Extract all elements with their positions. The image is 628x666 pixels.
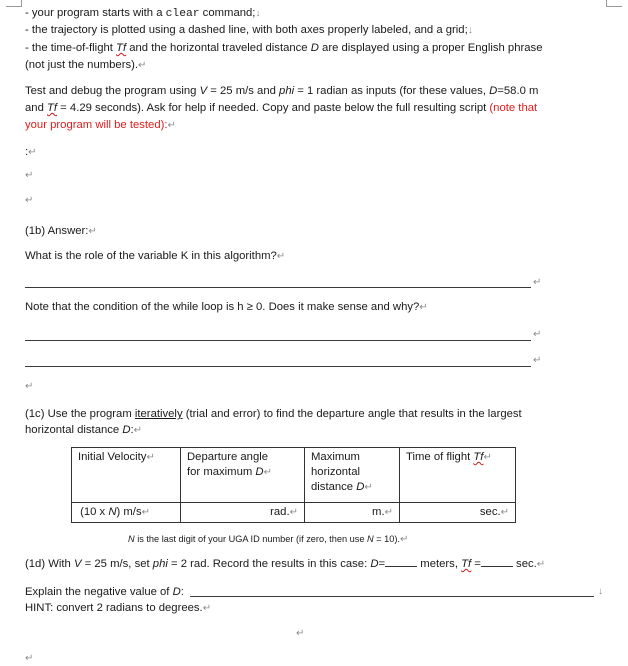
answer-line-loop-2[interactable] bbox=[25, 366, 531, 367]
table-footnote: N is the last digit of your UGA ID number (if zero, then use N = 10).↵ bbox=[128, 534, 409, 545]
paragraph-mark: ↵ bbox=[533, 355, 542, 366]
paragraph-mark: ↵ bbox=[25, 170, 34, 181]
paragraph-mark: ↵ bbox=[296, 628, 305, 639]
cell-distance-m[interactable]: m.↵ bbox=[305, 503, 400, 523]
paragraph-mark: ↵ bbox=[533, 277, 542, 288]
paragraph-mark: ↵ bbox=[533, 329, 542, 340]
bullet-trajectory: - the trajectory is plotted using a dashed line, with both axes properly labeled, and a grid;↓ bbox=[25, 24, 473, 36]
cell-time-sec[interactable]: sec.↵ bbox=[400, 503, 516, 523]
q1d-line: (1d) With V = 25 m/s, set phi = 2 rad. Record the results in this case: D= meters, Tf = sec.↵ bbox=[25, 558, 546, 570]
test-line-3: your program will be tested):↵ bbox=[25, 119, 176, 131]
header-initial-velocity: Initial Velocity↵ bbox=[72, 448, 181, 503]
paragraph-mark: ↵ bbox=[25, 381, 34, 392]
time-blank[interactable] bbox=[481, 556, 513, 567]
answer-line-k[interactable] bbox=[25, 287, 531, 288]
paragraph-mark: ↵ bbox=[25, 195, 34, 206]
question-k: What is the role of the variable K in this algorithm?↵ bbox=[25, 250, 286, 262]
test-line-2: and Tf = 4.29 seconds). Ask for help if needed. Copy and paste below the full resulting script (note that bbox=[25, 102, 538, 114]
table-header-row bbox=[72, 448, 516, 503]
answer-1b-label: (1b) Answer:↵ bbox=[25, 225, 97, 237]
q1c-line-2: horizontal distance D:↵ bbox=[25, 424, 143, 436]
answer-line-negative[interactable] bbox=[190, 596, 594, 597]
answer-line-loop-1[interactable] bbox=[25, 340, 531, 341]
test-line-1: Test and debug the program using V = 25 m/s and phi = 1 radian as inputs (for these values, D=58.0 m bbox=[25, 85, 539, 97]
header-max-distance: Maximum horizontal distance D↵ bbox=[305, 448, 400, 503]
q1c-line-1: (1c) Use the program iteratively (trial and error) to find the departure angle that results in the largest bbox=[25, 408, 522, 420]
paragraph-mark: ↵ bbox=[25, 653, 34, 664]
page-corner-top-left-v bbox=[21, 0, 22, 7]
explain-negative: Explain the negative value of D: bbox=[25, 586, 184, 598]
table-row bbox=[72, 503, 516, 523]
page-corner-top-right bbox=[606, 0, 622, 7]
distance-blank[interactable] bbox=[385, 556, 417, 567]
cell-angle-rad[interactable]: rad.↵ bbox=[181, 503, 305, 523]
question-while-loop: Note that the condition of the while loop is h ≥ 0. Does it make sense and why?↵ bbox=[25, 301, 428, 313]
page-corner-top-right-v bbox=[606, 0, 607, 7]
bullet-tof-cont: (not just the numbers).↵ bbox=[25, 59, 147, 71]
script-placeholder[interactable]: :↵ bbox=[25, 146, 37, 158]
bullet-tof: - the time-of-flight Tf and the horizontal traveled distance D are displayed using a proper English phrase bbox=[25, 42, 543, 54]
bullet-clear: - your program starts with a clear command;↓ bbox=[25, 7, 261, 20]
header-time-of-flight: Time of flight Tf↵ bbox=[400, 448, 516, 503]
header-departure-angle: Departure angle for maximum D↵ bbox=[181, 448, 305, 503]
hint: HINT: convert 2 radians to degrees.↵ bbox=[25, 602, 212, 614]
page-corner-top-left bbox=[6, 0, 22, 7]
results-table bbox=[71, 447, 516, 523]
cell-initial-velocity[interactable]: (10 x N) m/s↵ bbox=[72, 503, 181, 523]
line-break-mark: ↓ bbox=[598, 586, 603, 597]
